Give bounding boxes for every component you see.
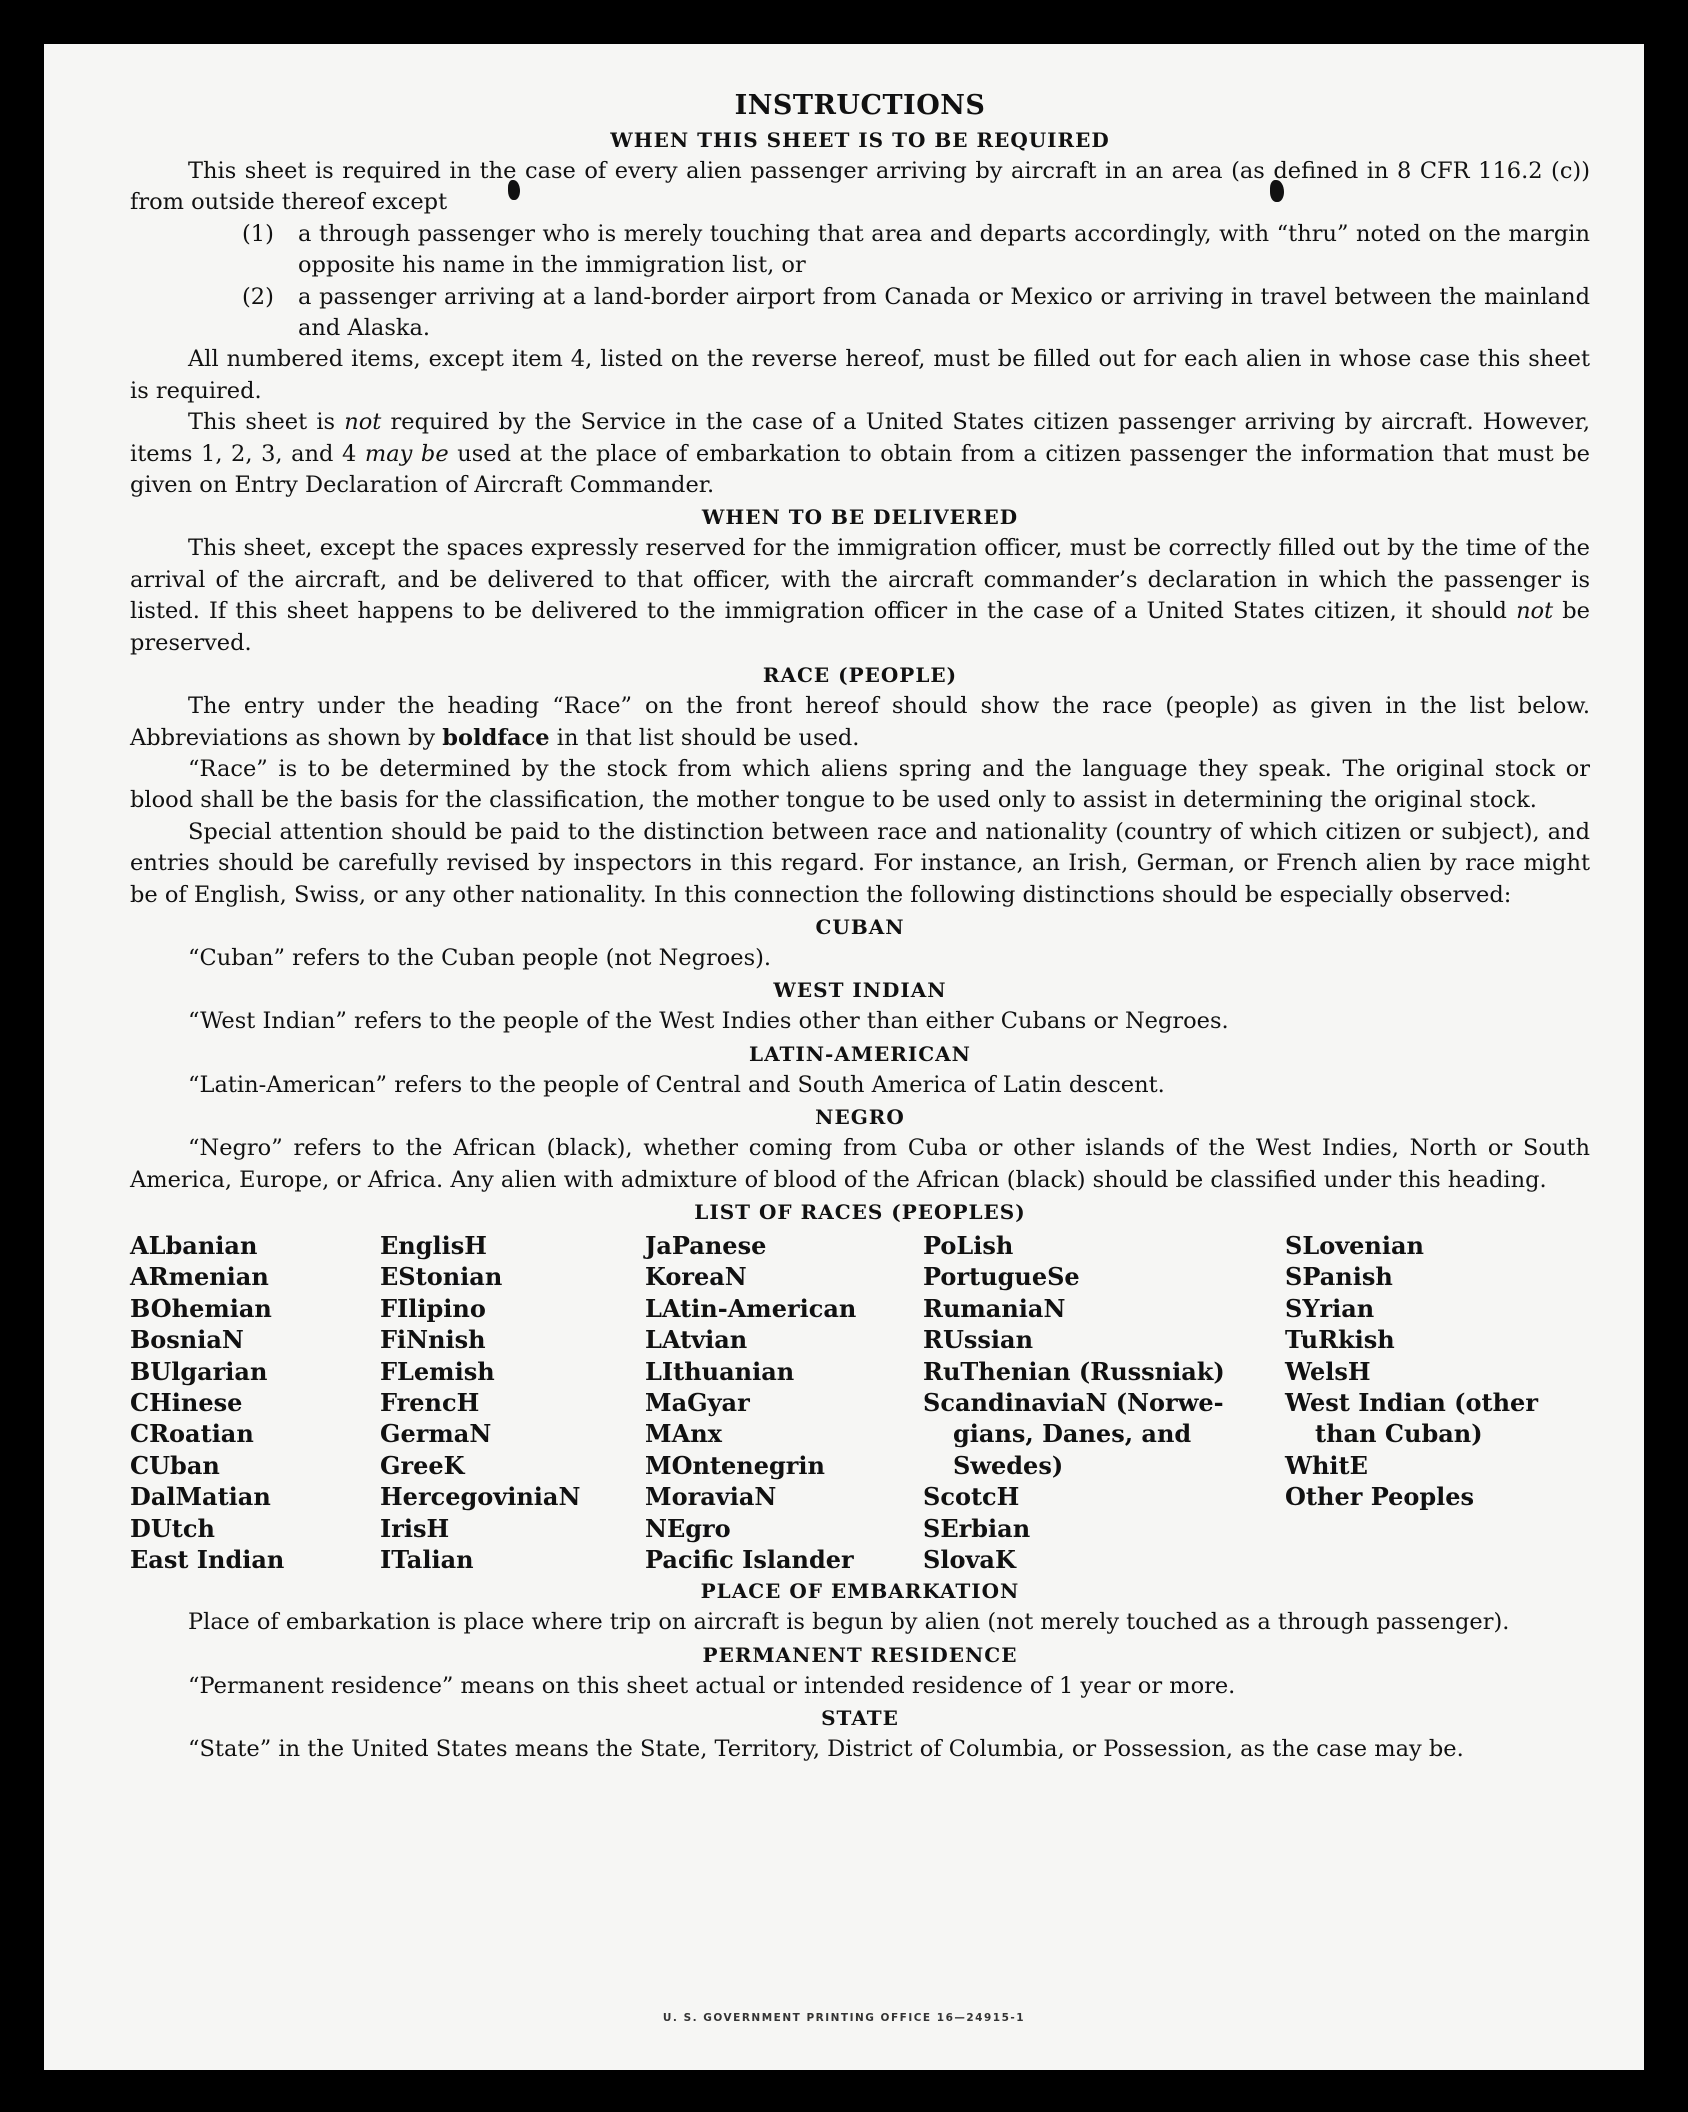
race-entry: RuThenian (Russniak) bbox=[923, 1356, 1225, 1386]
races-column-2 bbox=[380, 1230, 645, 1575]
text-run: required by the Service in the case of a United States citizen passenger arriving by aircraft. However, items 1, 2, 3, and 4 bbox=[130, 409, 1590, 467]
races-list bbox=[130, 1230, 1590, 1575]
paragraph bbox=[130, 407, 1590, 501]
section-heading-required: WHEN THIS SHEET IS TO BE REQUIRED bbox=[610, 128, 1110, 152]
race-entry: HercegoviniaN bbox=[380, 1482, 581, 1512]
section-heading-state: STATE bbox=[821, 1706, 899, 1731]
race-entry: MOntenegrin bbox=[645, 1450, 825, 1480]
section-heading-negro: NEGRO bbox=[815, 1105, 905, 1130]
race-entry: CRoatian bbox=[130, 1419, 254, 1449]
races-column-3 bbox=[645, 1230, 923, 1575]
race-entry: RumaniaN bbox=[923, 1293, 1066, 1323]
paragraph: Place of embarkation is place where trip on aircraft is begun by alien (not merely touched as a through passenger). bbox=[188, 1609, 1510, 1636]
paragraph: “Cuban” refers to the Cuban people (not Negroes). bbox=[188, 944, 772, 971]
instructions-body bbox=[130, 88, 1590, 1766]
race-entry: ITalian bbox=[380, 1545, 474, 1575]
paragraph: This sheet is required in the case of every alien passenger arriving by aircraft in an area (as defined in 8 CFR 116.2 (c)) from outside thereof except bbox=[130, 158, 1590, 216]
race-entry: ScotcH bbox=[923, 1482, 1020, 1512]
text-run: This sheet is bbox=[188, 409, 345, 436]
paragraph: “Permanent residence” means on this sheet actual or intended residence of 1 year or more. bbox=[188, 1672, 1236, 1699]
section-heading-west-indian: WEST INDIAN bbox=[773, 978, 947, 1003]
race-entry: BOhemian bbox=[130, 1293, 272, 1323]
race-entry: GreeK bbox=[380, 1450, 465, 1480]
race-entry: LIthuanian bbox=[645, 1356, 795, 1386]
text-run: This sheet, except the spaces expressly reserved for the immigration officer, must be correctly filled out by the time of the arrival of the aircraft, and be delivered to that officer, with the aircraft commander’s declaration in which the passenger is listed. If this sheet happens to be delivered to the immigration officer in the case of a United States citizen, it should bbox=[130, 535, 1590, 625]
race-entry: CHinese bbox=[130, 1388, 243, 1417]
race-entry: WelsH bbox=[1285, 1356, 1371, 1386]
emphasis: may be bbox=[364, 440, 449, 467]
race-entry: DUtch bbox=[130, 1513, 215, 1543]
race-entry: EnglisH bbox=[380, 1230, 487, 1260]
race-entry: DalMatian bbox=[130, 1482, 271, 1512]
race-entry-continuation: than Cuban) bbox=[1315, 1419, 1483, 1449]
race-entry: PortugueSe bbox=[923, 1262, 1080, 1292]
race-entry: TuRkish bbox=[1285, 1325, 1395, 1355]
paragraph: “Latin-American” refers to the people of Central and South America of Latin descent. bbox=[188, 1071, 1165, 1098]
race-entry: FrencH bbox=[380, 1388, 480, 1417]
paragraph: “Race” is to be determined by the stock from which aliens spring and the language they speak. The original stock or blood shall be the basis for the classification, the mother tongue to be used only to assist in determining the original stock. bbox=[130, 755, 1590, 814]
race-entry: BUlgarian bbox=[130, 1356, 268, 1386]
race-entry: WhitE bbox=[1285, 1450, 1368, 1480]
page-title: INSTRUCTIONS bbox=[734, 90, 986, 121]
paragraph bbox=[130, 533, 1590, 659]
race-entry: FIlipino bbox=[380, 1293, 486, 1323]
race-entry: ALbanian bbox=[130, 1230, 258, 1260]
race-entry: SYrian bbox=[1285, 1293, 1375, 1323]
paragraph: “Negro” refers to the African (black), whether coming from Cuba or other islands of the West Indies, North or South America, Europe, or Africa. Any alien with admixture of blood of the African (black) should be classified under this heading. bbox=[130, 1135, 1590, 1193]
section-heading-embarkation: PLACE OF EMBARKATION bbox=[700, 1579, 1020, 1604]
race-entry: SlovaK bbox=[923, 1545, 1016, 1575]
race-entry: LAtin-American bbox=[645, 1293, 857, 1323]
race-entry: GermaN bbox=[380, 1419, 492, 1449]
races-column-4 bbox=[923, 1230, 1285, 1575]
paragraph: All numbered items, except item 4, listed on the reverse hereof, must be filled out for each alien in whose case this sheet is required. bbox=[130, 346, 1590, 404]
text-run: be preserved. bbox=[130, 598, 1590, 656]
race-entry: FLemish bbox=[380, 1356, 495, 1386]
race-entry: SPanish bbox=[1285, 1262, 1393, 1292]
item-text: a passenger arriving at a land-border airport from Canada or Mexico or arriving in travel between the mainland and Alaska. bbox=[298, 283, 1590, 342]
printing-office-imprint: U. S. GOVERNMENT PRINTING OFFICE 16—24915-1 bbox=[662, 2012, 1026, 2024]
race-entry: KoreaN bbox=[645, 1262, 747, 1292]
document-page bbox=[44, 44, 1644, 2070]
race-entry: JaPanese bbox=[645, 1230, 767, 1260]
section-heading-residence: PERMANENT RESIDENCE bbox=[702, 1642, 1018, 1667]
race-entry: ARmenian bbox=[130, 1262, 269, 1292]
race-entry: NEgro bbox=[645, 1513, 731, 1543]
race-entry: LAtvian bbox=[645, 1325, 748, 1355]
race-entry: SLovenian bbox=[1285, 1230, 1424, 1260]
race-entry: FiNnish bbox=[380, 1325, 486, 1355]
race-entry: ScandinaviaN (Norwe- bbox=[923, 1388, 1224, 1417]
item-number: (2) bbox=[242, 283, 274, 310]
paragraph: Special attention should be paid to the distinction between race and nationality (country of which citizen or subject), and entries should be carefully revised by inspectors in this regard. For instance, an Irish, German, or French alien by race might be of English, Swiss, or any other nationality. In this connection the following distinctions should be especially observed: bbox=[130, 818, 1590, 908]
race-entry: East Indian bbox=[130, 1545, 285, 1575]
race-entry: West Indian (other bbox=[1285, 1388, 1538, 1417]
paragraph: “West Indian” refers to the people of the West Indies other than either Cubans or Negroes. bbox=[188, 1008, 1229, 1035]
text-run: used at the place of embarkation to obtain from a citizen passenger the information that must be given on Entry Declaration of Aircraft Commander. bbox=[130, 440, 1590, 499]
race-entry: PoLish bbox=[923, 1230, 1014, 1260]
race-entry: RUssian bbox=[923, 1325, 1034, 1355]
race-entry: Pacific Islander bbox=[645, 1545, 854, 1575]
race-entry: BosniaN bbox=[130, 1325, 244, 1355]
paragraph: “State” in the United States means the State, Territory, District of Columbia, or Possession, as the case may be. bbox=[188, 1736, 1464, 1763]
section-heading-latin-american: LATIN-AMERICAN bbox=[749, 1041, 971, 1066]
list-item bbox=[242, 219, 1590, 282]
item-text: a through passenger who is merely touching that area and departs accordingly, with “thru” noted on the margin opposite his name in the immigration list, or bbox=[298, 220, 1590, 279]
paragraph bbox=[130, 691, 1590, 754]
item-number: (1) bbox=[242, 220, 274, 247]
race-entry-continuation: Swedes) bbox=[953, 1450, 1064, 1480]
text-run: in that list should be used. bbox=[549, 724, 860, 751]
bold-text: boldface bbox=[442, 724, 550, 751]
race-entry: IrisH bbox=[380, 1513, 450, 1543]
race-entry: EStonian bbox=[380, 1262, 503, 1292]
race-entry: SErbian bbox=[923, 1513, 1031, 1543]
race-entry: CUban bbox=[130, 1450, 220, 1480]
text-run: The entry under the heading “Race” on the front hereof should show the race (people) as given in the list below. Abbreviations as shown by bbox=[130, 693, 1590, 751]
race-entry: MoraviaN bbox=[645, 1482, 777, 1512]
race-entry: Other Peoples bbox=[1285, 1482, 1475, 1512]
section-heading-race: RACE (PEOPLE) bbox=[762, 663, 958, 688]
races-column-5 bbox=[1285, 1230, 1585, 1575]
race-entry-continuation: gians, Danes, and bbox=[953, 1419, 1192, 1449]
races-column-1 bbox=[130, 1230, 380, 1575]
section-heading-cuban: CUBAN bbox=[815, 914, 905, 939]
race-entry: MaGyar bbox=[645, 1388, 750, 1417]
emphasis: not bbox=[344, 409, 382, 436]
section-heading-list-of-races: LIST OF RACES (PEOPLES) bbox=[694, 1199, 1026, 1224]
emphasis: not bbox=[1516, 598, 1554, 625]
section-heading-delivered: WHEN TO BE DELIVERED bbox=[701, 505, 1019, 530]
list-item bbox=[242, 282, 1590, 345]
race-entry: MAnx bbox=[645, 1419, 722, 1449]
